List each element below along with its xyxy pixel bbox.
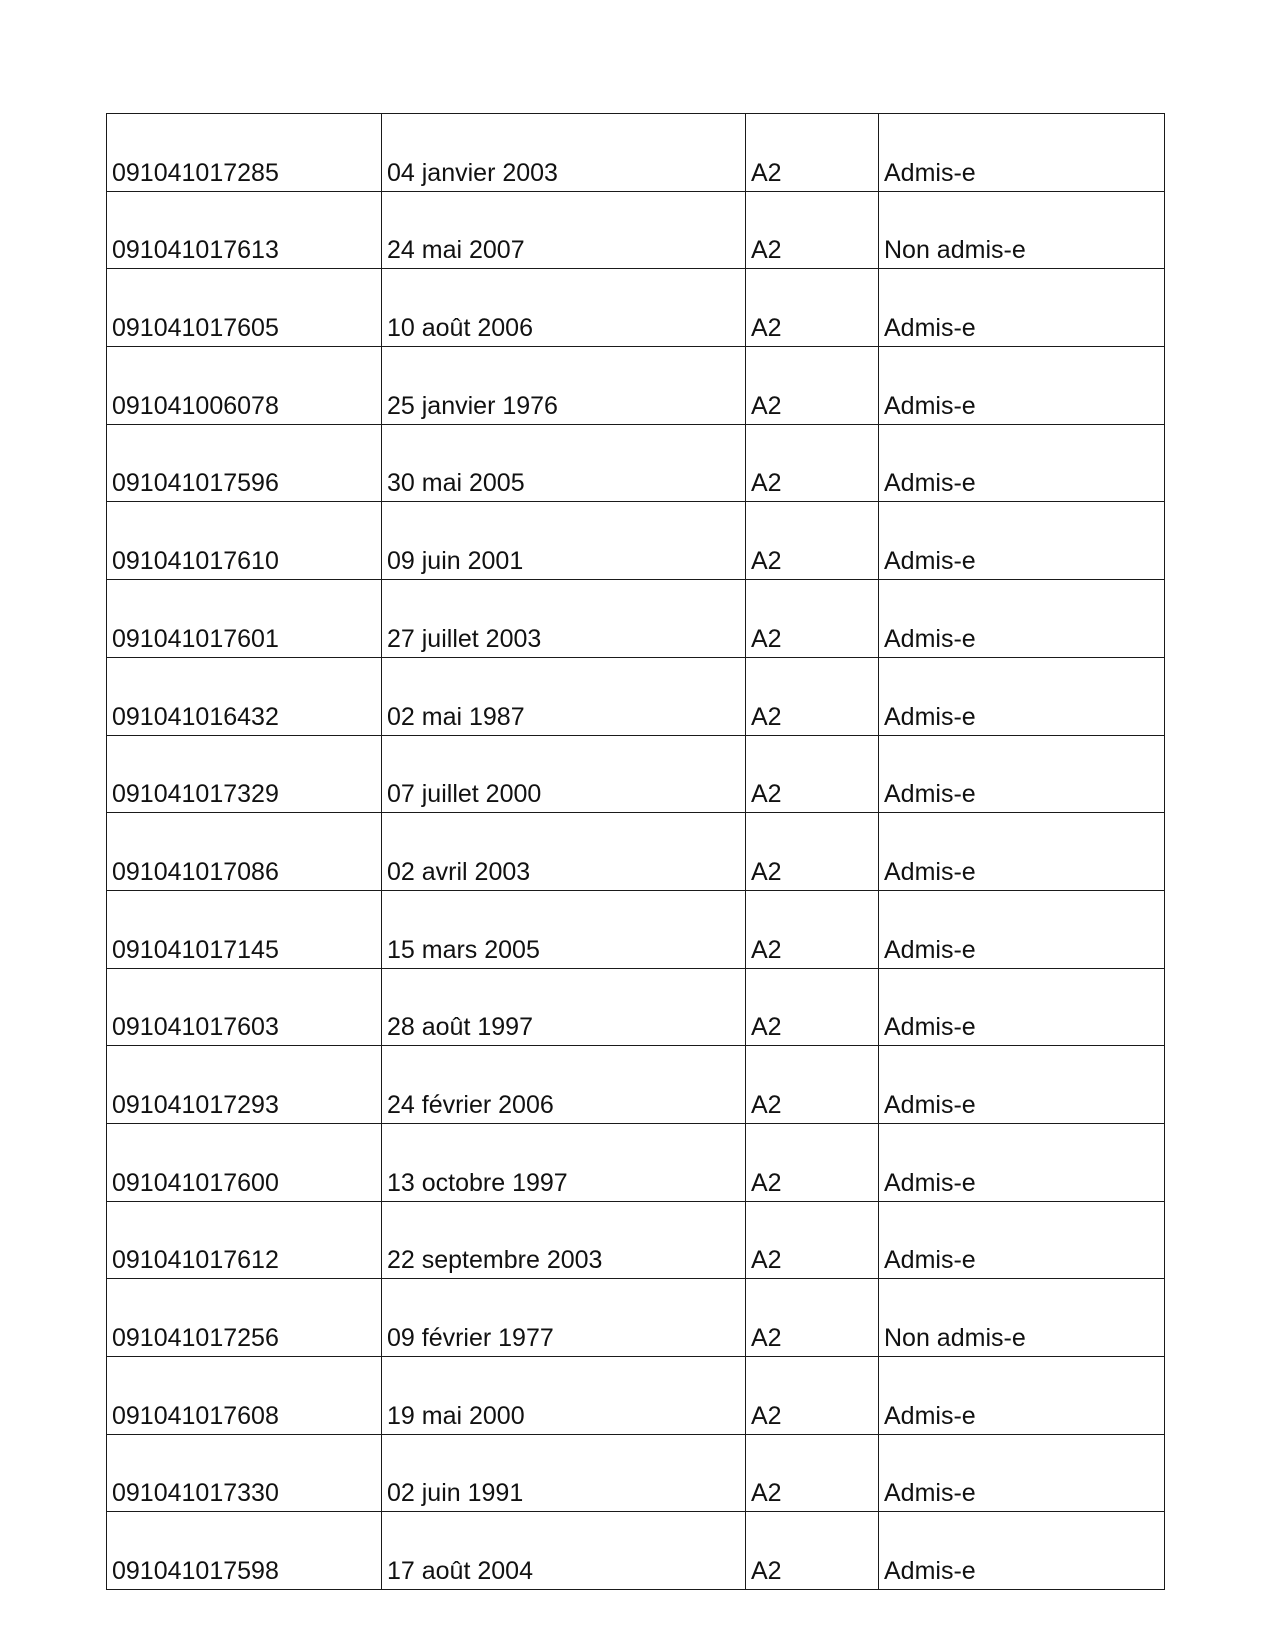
table-row [107, 1046, 1165, 1124]
table-row [107, 424, 1165, 502]
candidate-id-cell: 091041017285 [107, 114, 382, 192]
table-row [107, 657, 1165, 735]
table-row [107, 114, 1165, 192]
results-table [106, 113, 1165, 1590]
table-row [107, 735, 1165, 813]
level-cell: A2 [746, 1434, 879, 1512]
candidate-id-cell: 091041017145 [107, 890, 382, 968]
candidate-id-cell: 091041017598 [107, 1512, 382, 1590]
result-cell: Admis-e [879, 269, 1165, 347]
table-row [107, 1201, 1165, 1279]
birth-date-cell: 30 mai 2005 [382, 424, 746, 502]
level-cell: A2 [746, 502, 879, 580]
candidate-id-cell: 091041017330 [107, 1434, 382, 1512]
candidate-id-cell: 091041017601 [107, 580, 382, 658]
birth-date-cell: 25 janvier 1976 [382, 347, 746, 425]
table-row [107, 1357, 1165, 1435]
birth-date-cell: 09 février 1977 [382, 1279, 746, 1357]
result-cell: Admis-e [879, 968, 1165, 1046]
birth-date-cell: 22 septembre 2003 [382, 1201, 746, 1279]
candidate-id-cell: 091041017600 [107, 1123, 382, 1201]
candidate-id-cell: 091041006078 [107, 347, 382, 425]
birth-date-cell: 10 août 2006 [382, 269, 746, 347]
table-row [107, 502, 1165, 580]
table-row [107, 890, 1165, 968]
table-row [107, 191, 1165, 269]
birth-date-cell: 27 juillet 2003 [382, 580, 746, 658]
result-cell: Admis-e [879, 813, 1165, 891]
birth-date-cell: 28 août 1997 [382, 968, 746, 1046]
result-cell: Admis-e [879, 735, 1165, 813]
birth-date-cell: 02 juin 1991 [382, 1434, 746, 1512]
result-cell: Admis-e [879, 1512, 1165, 1590]
result-cell: Admis-e [879, 1201, 1165, 1279]
table-row [107, 813, 1165, 891]
table-row [107, 1279, 1165, 1357]
level-cell: A2 [746, 1512, 879, 1590]
birth-date-cell: 07 juillet 2000 [382, 735, 746, 813]
birth-date-cell: 19 mai 2000 [382, 1357, 746, 1435]
level-cell: A2 [746, 735, 879, 813]
candidate-id-cell: 091041017329 [107, 735, 382, 813]
birth-date-cell: 13 octobre 1997 [382, 1123, 746, 1201]
table-row [107, 269, 1165, 347]
level-cell: A2 [746, 657, 879, 735]
candidate-id-cell: 091041017086 [107, 813, 382, 891]
result-cell: Admis-e [879, 1123, 1165, 1201]
candidate-id-cell: 091041017608 [107, 1357, 382, 1435]
level-cell: A2 [746, 424, 879, 502]
result-cell: Admis-e [879, 1357, 1165, 1435]
results-table-body [107, 114, 1165, 1590]
level-cell: A2 [746, 890, 879, 968]
result-cell: Admis-e [879, 580, 1165, 658]
result-cell: Admis-e [879, 1046, 1165, 1124]
result-cell: Admis-e [879, 890, 1165, 968]
level-cell: A2 [746, 1046, 879, 1124]
level-cell: A2 [746, 1201, 879, 1279]
birth-date-cell: 09 juin 2001 [382, 502, 746, 580]
birth-date-cell: 17 août 2004 [382, 1512, 746, 1590]
level-cell: A2 [746, 1357, 879, 1435]
result-cell: Admis-e [879, 1434, 1165, 1512]
table-row [107, 1512, 1165, 1590]
table-row [107, 1434, 1165, 1512]
result-cell: Admis-e [879, 657, 1165, 735]
table-row [107, 347, 1165, 425]
birth-date-cell: 24 mai 2007 [382, 191, 746, 269]
candidate-id-cell: 091041017596 [107, 424, 382, 502]
level-cell: A2 [746, 191, 879, 269]
result-cell: Admis-e [879, 347, 1165, 425]
level-cell: A2 [746, 347, 879, 425]
level-cell: A2 [746, 1279, 879, 1357]
level-cell: A2 [746, 1123, 879, 1201]
birth-date-cell: 02 avril 2003 [382, 813, 746, 891]
result-cell: Admis-e [879, 502, 1165, 580]
table-row [107, 968, 1165, 1046]
candidate-id-cell: 091041017256 [107, 1279, 382, 1357]
table-row [107, 1123, 1165, 1201]
candidate-id-cell: 091041017610 [107, 502, 382, 580]
result-cell: Non admis-e [879, 191, 1165, 269]
level-cell: A2 [746, 813, 879, 891]
level-cell: A2 [746, 580, 879, 658]
birth-date-cell: 15 mars 2005 [382, 890, 746, 968]
level-cell: A2 [746, 114, 879, 192]
birth-date-cell: 24 février 2006 [382, 1046, 746, 1124]
candidate-id-cell: 091041017612 [107, 1201, 382, 1279]
result-cell: Admis-e [879, 114, 1165, 192]
candidate-id-cell: 091041017293 [107, 1046, 382, 1124]
birth-date-cell: 02 mai 1987 [382, 657, 746, 735]
candidate-id-cell: 091041016432 [107, 657, 382, 735]
result-cell: Admis-e [879, 424, 1165, 502]
level-cell: A2 [746, 968, 879, 1046]
candidate-id-cell: 091041017603 [107, 968, 382, 1046]
level-cell: A2 [746, 269, 879, 347]
table-row [107, 580, 1165, 658]
result-cell: Non admis-e [879, 1279, 1165, 1357]
candidate-id-cell: 091041017605 [107, 269, 382, 347]
candidate-id-cell: 091041017613 [107, 191, 382, 269]
birth-date-cell: 04 janvier 2003 [382, 114, 746, 192]
